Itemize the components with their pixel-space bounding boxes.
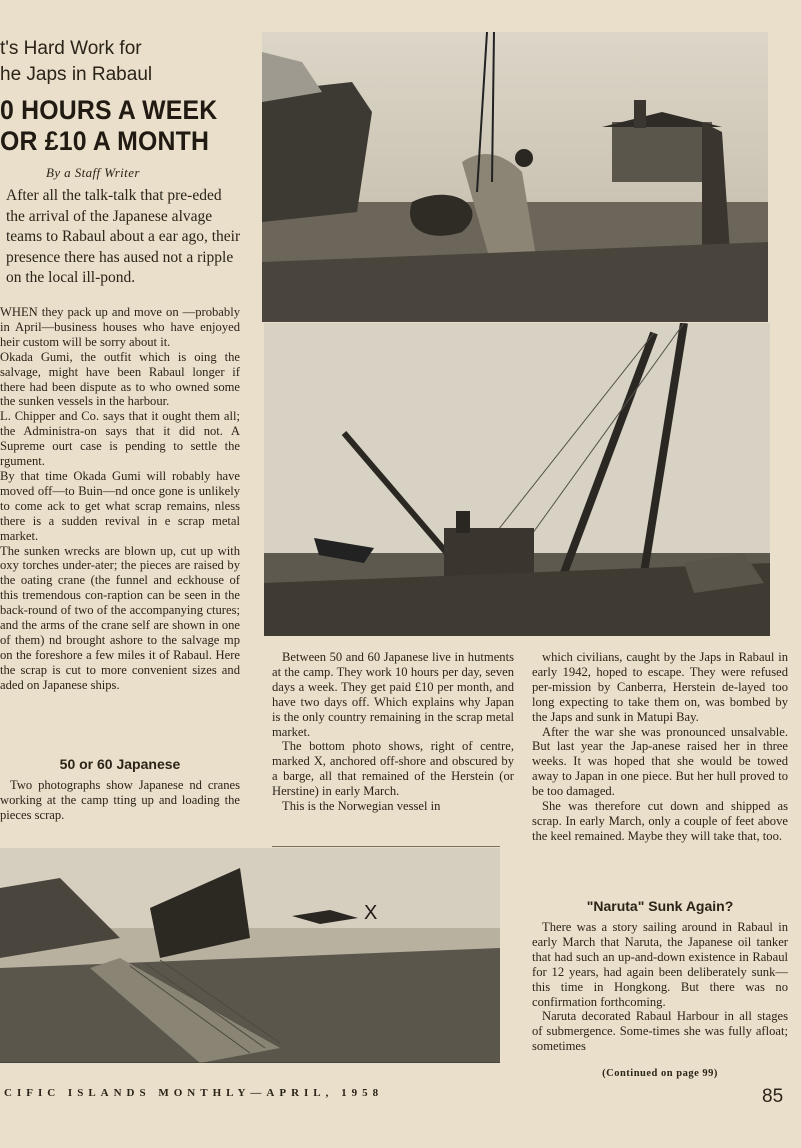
photo-salvage-workers bbox=[262, 32, 768, 322]
paragraph: Okada Gumi, the outfit which is oing the salvage, might have been Rabaul longer if there had been dispute as to who owned some the sunken vessels in the harbour. bbox=[0, 349, 240, 409]
divider bbox=[272, 846, 500, 847]
paragraph: Naruta decorated Rabaul Harbour in all stages of submergence. Some-times she was fully afloat; sometimes bbox=[532, 1009, 788, 1054]
article-headline: 0 HOURS A WEEK OR £10 A MONTH bbox=[0, 95, 218, 156]
page-number: 85 bbox=[762, 1086, 784, 1107]
paragraph: which civilians, caught by the Japs in Rabaul in early 1942, hoped to escape. They were refused per-mission by Canberra, Herstein de-layed too long expecting to take them on, was bombed by the Japs and sunk in Matupi Bay. bbox=[532, 650, 788, 724]
column-1 bbox=[0, 305, 240, 693]
paragraph: Two photographs show Japanese nd cranes working at the camp tting up and loading the pieces scrap. bbox=[0, 778, 240, 822]
paragraph: Between 50 and 60 Japanese live in hutments at the camp. They work 10 hours per day, seven days a week. They get paid £10 per month, and have two days off. Which explains why Japan is the only country remaining in the scrap metal market. bbox=[272, 650, 514, 739]
paragraph: The bottom photo shows, right of centre, marked X, anchored off-shore and obscured by a barge, all that remained of the Herstein (or Herstine) in early March. bbox=[272, 739, 514, 799]
column-2 bbox=[272, 650, 514, 814]
article-intro: After all the talk-talk that pre-eded the arrival of the Japanese alvage teams to Rabaul about a ear ago, their presence there has aused not a ripple on the local ill-pond. bbox=[6, 187, 241, 286]
article-kicker: t's Hard Work for he Japs in Rabaul bbox=[0, 38, 153, 85]
paragraph: The sunken wrecks are blown up, cut up with oxy torches under-ater; the pieces are raised by the oating crane (the funnel and eckhouse of this tremendous con-raption can be seen in the back-round of two of the accompanying ctures; and the arms of the crane self are shown in one of them) nd brought ashore to the salvage mp on the foreshore a few miles it of Rabaul. Here the scrap is cut to more convenient sizes and aded on Japanese ships. bbox=[0, 543, 240, 692]
paragraph: WHEN they pack up and move on —probably in April—business houses who have enjoyed heir custom will be sorry about it. bbox=[0, 305, 240, 349]
subhead-50-or-60: 50 or 60 Japanese bbox=[59, 756, 181, 772]
photo-marker-x: X bbox=[364, 902, 378, 924]
column-1-continued bbox=[0, 778, 240, 823]
column-3 bbox=[532, 650, 788, 844]
paragraph: She was therefore cut down and shipped as scrap. In early March, only a couple of feet above the keel remained. Maybe they will take that, too. bbox=[532, 799, 788, 843]
paragraph: By that time Okada Gumi will robably have moved off—to Buin—nd once gone is unlikely to come ack to get what scrap remains, nless there is a sudden revival in e scrap metal market. bbox=[0, 468, 240, 543]
photo-herstein-anchored bbox=[0, 848, 500, 1063]
paragraph: L. Chipper and Co. says that it ought them all; the Administra-on says that it did not. A Supreme ourt case is pending to settle the rgument. bbox=[0, 409, 240, 469]
paragraph: After the war she was pronounced unsalvable. But last year the Jap-anese raised her in three weeks. It was hoped that she would be towed away to Japan in one piece. But her hull proved to be too damaged. bbox=[532, 724, 788, 799]
magazine-footer: CIFIC ISLANDS MONTHLY—APRIL, 1958 bbox=[4, 1087, 384, 1099]
byline: By a Staff Writer bbox=[46, 165, 140, 180]
paragraph: This is the Norwegian vessel in bbox=[282, 799, 441, 814]
subhead-naruta: "Naruta" Sunk Again? bbox=[586, 898, 734, 914]
continued-note: (Continued on page 99) bbox=[602, 1068, 718, 1079]
column-3-continued bbox=[532, 920, 788, 1054]
paragraph: There was a story sailing around in Rabaul in early March that Naruta, the Japanese oil tanker that had such an up-and-down existence in Rabaul for 12 years, had again been deliberately sunk—this time in Hongkong. But there was no confirmation forthcoming. bbox=[532, 920, 788, 1009]
photo-floating-crane bbox=[264, 323, 770, 636]
